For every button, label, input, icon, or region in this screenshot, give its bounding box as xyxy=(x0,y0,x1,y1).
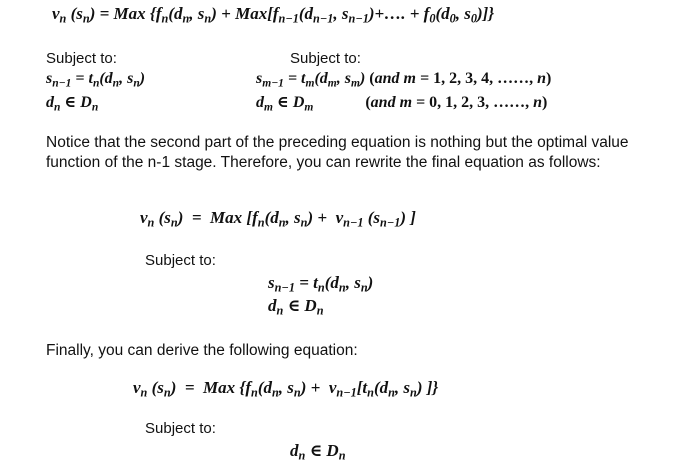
subject-to-label-1: Subject to: xyxy=(46,50,117,67)
equation-2: $v_n$ $(s_n)$ = Max [$f_n(d_n$, $s_n) + v_{n-1}$ $(s_{n-1})$ ] xyxy=(140,208,416,230)
constraint-1b: $d_n$ ∈ $D_n$ xyxy=(46,94,99,114)
constraint-3b: $d_n$ ∈ $D_n$ xyxy=(268,296,324,318)
explanation-paragraph: Notice that the second part of the preceding equation is nothing but the optimal value function of the n-1 stage. Therefore, you can rewrite the final equation as follows: xyxy=(46,134,629,171)
subject-to-label-3: Subject to: xyxy=(145,252,216,269)
subject-to-label-4: Subject to: xyxy=(145,420,216,437)
constraint-2b: $d_m$ ∈ $D_m$ (and m = 0, 1, 2, 3, ……, n) xyxy=(256,94,548,114)
final-sentence: Finally, you can derive the following equation: xyxy=(46,342,358,359)
constraint-1a: $s_{n-1} = t_n(d_n$, $s_n$) xyxy=(46,70,146,90)
equation-1: $v_n$ $(s_n)$ = Max {$f_n(d_n$, $s_n) + Max[f_{n-1}(d_{n-1}$, $s_{n-1})+\dots$. + $f_0(d_0$, $s_0$)]} xyxy=(52,4,495,26)
subject-to-label-2: Subject to: xyxy=(290,50,361,67)
constraint-4: $d_n$ ∈ $D_n$ xyxy=(290,441,346,463)
constraint-2a: $s_{m-1} = t_m(d_m$, $s_m$) (and m = 1, 2, 3, 4, ……, n) xyxy=(256,70,552,90)
constraint-3a: $s_{n-1} = t_n(d_n$, $s_n$) xyxy=(268,273,374,295)
equation-3: $v_n$ $(s_n)$ = Max {$f_n(d_n$, $s_n) + v_{n-1}[t_n(d_n$, $s_n$) ]} xyxy=(133,378,439,400)
